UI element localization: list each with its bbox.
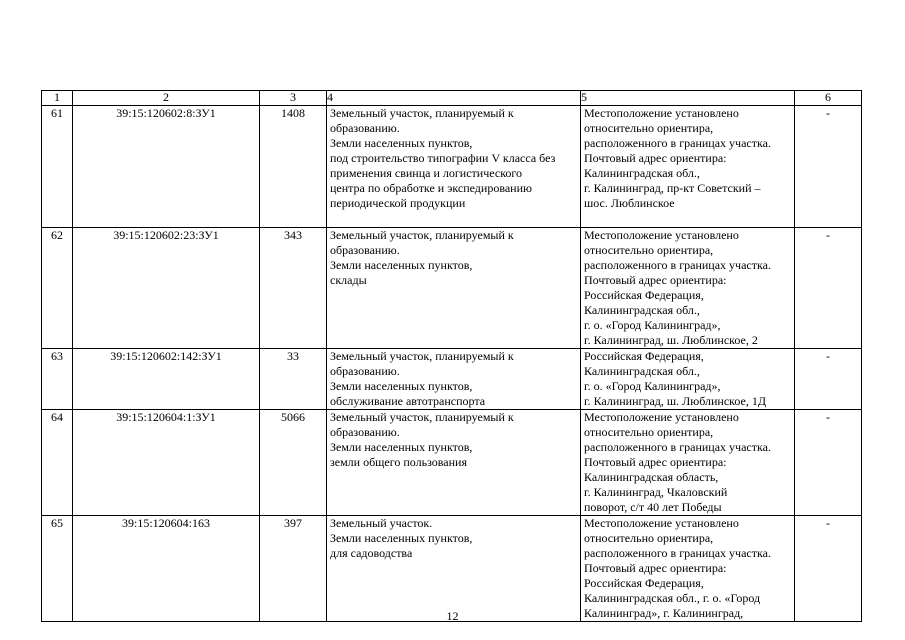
plot-description-line: обслуживание автотранспорта — [330, 394, 486, 408]
plot-description-line: склады — [330, 273, 367, 287]
plot-location — [581, 106, 795, 228]
plot-note: - — [795, 106, 862, 228]
column-header-6: 6 — [795, 91, 862, 106]
plot-location-line: расположенного в границах участка. — [584, 440, 771, 454]
plot-description-line: Земли населенных пунктов, — [330, 258, 473, 272]
table-row — [42, 410, 862, 516]
column-header-3: 3 — [260, 91, 327, 106]
plot-location-line: поворот, с/т 40 лет Победы — [584, 500, 722, 514]
plot-description-line: образованию. — [330, 364, 400, 378]
row-number: 62 — [42, 228, 73, 349]
plot-description-line: Земельный участок, планируемый к — [330, 410, 514, 424]
plot-location-line: г. Калининград, пр-кт Советский – — [584, 181, 761, 195]
plot-location-line: расположенного в границах участка. — [584, 546, 771, 560]
plot-location — [581, 228, 795, 349]
plot-description-line: применения свинца и логистического — [330, 166, 523, 180]
plot-location-line: расположенного в границах участка. — [584, 136, 771, 150]
plot-location-line: относительно ориентира, — [584, 531, 714, 545]
plot-location-line: Российская Федерация, — [584, 288, 704, 302]
plot-description-line: для садоводства — [330, 546, 413, 560]
plot-location-line: Калининградская область, — [584, 470, 719, 484]
plot-area: 5066 — [260, 410, 327, 516]
table-row — [42, 106, 862, 228]
plot-description — [327, 228, 581, 349]
row-number: 65 — [42, 516, 73, 622]
plot-description — [327, 106, 581, 228]
plot-location — [581, 516, 795, 622]
column-header-4: 4 — [327, 91, 581, 106]
plot-location-line: Калининградская обл., — [584, 303, 700, 317]
page-number: 12 — [446, 609, 459, 623]
plot-area: 1408 — [260, 106, 327, 228]
plot-location-line: Почтовый адрес ориентира: — [584, 151, 727, 165]
plot-location — [581, 410, 795, 516]
land-plots-table — [41, 90, 862, 622]
plot-description-line: Земли населенных пунктов, — [330, 440, 473, 454]
plot-location-line: относительно ориентира, — [584, 425, 714, 439]
plot-description-line: земли общего пользования — [330, 455, 467, 469]
table-row — [42, 228, 862, 349]
plot-area: 343 — [260, 228, 327, 349]
plot-location-line: г. о. «Город Калининград», — [584, 379, 721, 393]
plot-location-line: Российская Федерация, — [584, 349, 704, 363]
cadastral-number: 39:15:120604:163 — [73, 516, 260, 622]
table-row — [42, 349, 862, 410]
plot-location-line: г. Калининград, Чкаловский — [584, 485, 728, 499]
plot-location-line: Калининградская обл., г. о. «Город — [584, 591, 761, 605]
plot-location-line: Почтовый адрес ориентира: — [584, 561, 727, 575]
row-number: 61 — [42, 106, 73, 228]
plot-location — [581, 349, 795, 410]
plot-location-line: Калининградская обл., — [584, 166, 700, 180]
plot-location-line: Местоположение установлено — [584, 410, 739, 424]
plot-location-line: расположенного в границах участка. — [584, 258, 771, 272]
plot-description-line: Земельный участок, планируемый к — [330, 228, 514, 242]
plot-location-line: Почтовый адрес ориентира: — [584, 455, 727, 469]
plot-note: - — [795, 228, 862, 349]
plot-location-line: относительно ориентира, — [584, 243, 714, 257]
cadastral-number: 39:15:120602:142:ЗУ1 — [73, 349, 260, 410]
column-header-1: 1 — [42, 91, 73, 106]
plot-note: - — [795, 349, 862, 410]
plot-location-line: г. Калининград, ш. Люблинское, 1Д — [584, 394, 767, 408]
table-body — [42, 106, 862, 622]
plot-description-line: Земельный участок. — [330, 516, 433, 530]
table-row — [42, 516, 862, 622]
cadastral-number: 39:15:120602:8:ЗУ1 — [73, 106, 260, 228]
column-header-5: 5 — [581, 91, 795, 106]
plot-description-line: Земельный участок, планируемый к — [330, 349, 514, 363]
plot-location-line: Калининград», г. Калининград, — [584, 606, 744, 620]
plot-location-line: шос. Люблинское — [584, 196, 675, 210]
plot-location-line: г. Калининград, ш. Люблинское, 2 — [584, 333, 758, 347]
plot-description-line: Земли населенных пунктов, — [330, 531, 473, 545]
plot-description-line: периодической продукции — [330, 196, 466, 210]
plot-location-line: Калининградская обл., — [584, 364, 700, 378]
plot-note: - — [795, 410, 862, 516]
plot-description-line: под строительство типографии V класса без — [330, 151, 556, 165]
plot-description-line: образованию. — [330, 425, 400, 439]
plot-description-line: образованию. — [330, 243, 400, 257]
cadastral-number: 39:15:120604:1:ЗУ1 — [73, 410, 260, 516]
plot-description — [327, 410, 581, 516]
plot-location-line: Местоположение установлено — [584, 106, 739, 120]
plot-description-line: Земельный участок, планируемый к — [330, 106, 514, 120]
plot-location-line: Местоположение установлено — [584, 516, 739, 530]
header-row — [42, 91, 862, 106]
plot-description — [327, 516, 581, 622]
plot-description-line: образованию. — [330, 121, 400, 135]
plot-area: 397 — [260, 516, 327, 622]
cadastral-number: 39:15:120602:23:ЗУ1 — [73, 228, 260, 349]
plot-note: - — [795, 516, 862, 622]
plot-location-line: Почтовый адрес ориентира: — [584, 273, 727, 287]
plot-location-line: Российская Федерация, — [584, 576, 704, 590]
plot-location-line: г. о. «Город Калининград», — [584, 318, 721, 332]
column-header-2: 2 — [73, 91, 260, 106]
row-number: 64 — [42, 410, 73, 516]
plot-description-line: Земли населенных пунктов, — [330, 136, 473, 150]
plot-description-line: Земли населенных пунктов, — [330, 379, 473, 393]
plot-location-line: Местоположение установлено — [584, 228, 739, 242]
plot-description — [327, 349, 581, 410]
plot-area: 33 — [260, 349, 327, 410]
plot-location-line: относительно ориентира, — [584, 121, 714, 135]
plot-description-line: центра по обработке и экспедированию — [330, 181, 532, 195]
row-number: 63 — [42, 349, 73, 410]
